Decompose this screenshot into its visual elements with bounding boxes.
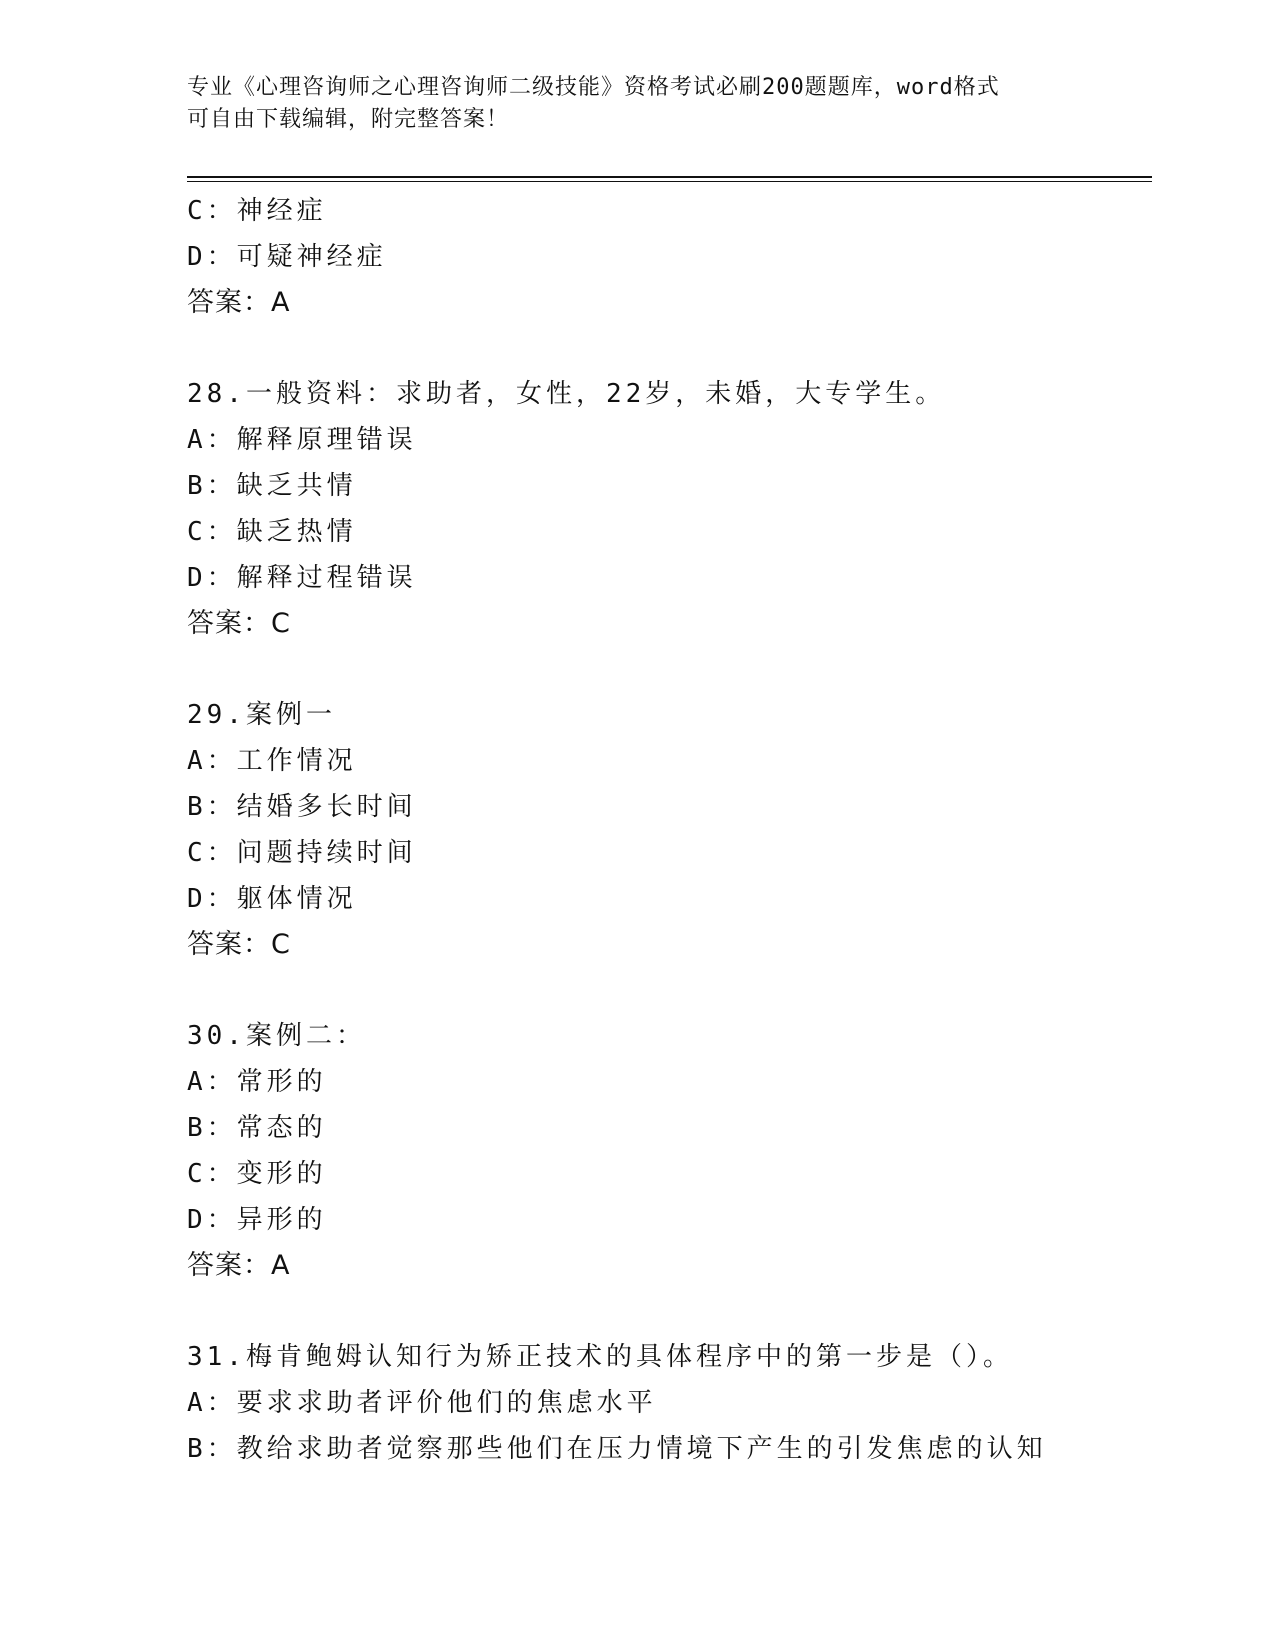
header-line-1: 专业《心理咨询师之心理咨询师二级技能》资格考试必刷200题题库，word格式 [187, 75, 1000, 100]
answer-line: 答案：A [187, 287, 291, 318]
answer-line: 答案：A [187, 1250, 291, 1281]
option-b: B：常态的 [187, 1113, 327, 1143]
option-c: C：缺乏热情 [187, 517, 357, 547]
option-d: D：解释过程错误 [187, 563, 417, 593]
question-stem: 30.案例二： [187, 1021, 366, 1051]
option-d: D：可疑神经症 [187, 242, 387, 272]
question-stem: 29.案例一 [187, 700, 336, 730]
spacer [187, 326, 1152, 371]
option-b: B：结婚多长时间 [187, 792, 417, 822]
answer-line: 答案：C [187, 608, 291, 639]
option-c: C：变形的 [187, 1159, 327, 1189]
document-header [187, 72, 1067, 136]
answer-line: 答案：C [187, 929, 291, 960]
option-c: C：问题持续时间 [187, 838, 417, 868]
header-divider-thick [187, 176, 1152, 178]
option-d: D：异形的 [187, 1205, 327, 1235]
question-list [187, 188, 1152, 1472]
question-stem: 31.梅肯鲍姆认知行为矫正技术的具体程序中的第一步是（）。 [187, 1342, 1013, 1372]
header-line-2: 可自由下载编辑，附完整答案！ [187, 107, 510, 132]
option-b: B：教给求助者觉察那些他们在压力情境下产生的引发焦虑的认知 [187, 1434, 1047, 1464]
option-a: A：解释原理错误 [187, 425, 417, 455]
option-d: D：躯体情况 [187, 884, 357, 914]
option-a: A：工作情况 [187, 746, 357, 776]
spacer [187, 968, 1152, 1013]
spacer [187, 1289, 1152, 1334]
option-c: C：神经症 [187, 196, 327, 226]
option-b: B：缺乏共情 [187, 471, 357, 501]
question-stem: 28.一般资料：求助者，女性，22岁，未婚，大专学生。 [187, 379, 946, 409]
option-a: A：要求求助者评价他们的焦虑水平 [187, 1388, 657, 1418]
option-a: A：常形的 [187, 1067, 327, 1097]
spacer [187, 647, 1152, 692]
header-divider-thin [187, 181, 1152, 182]
